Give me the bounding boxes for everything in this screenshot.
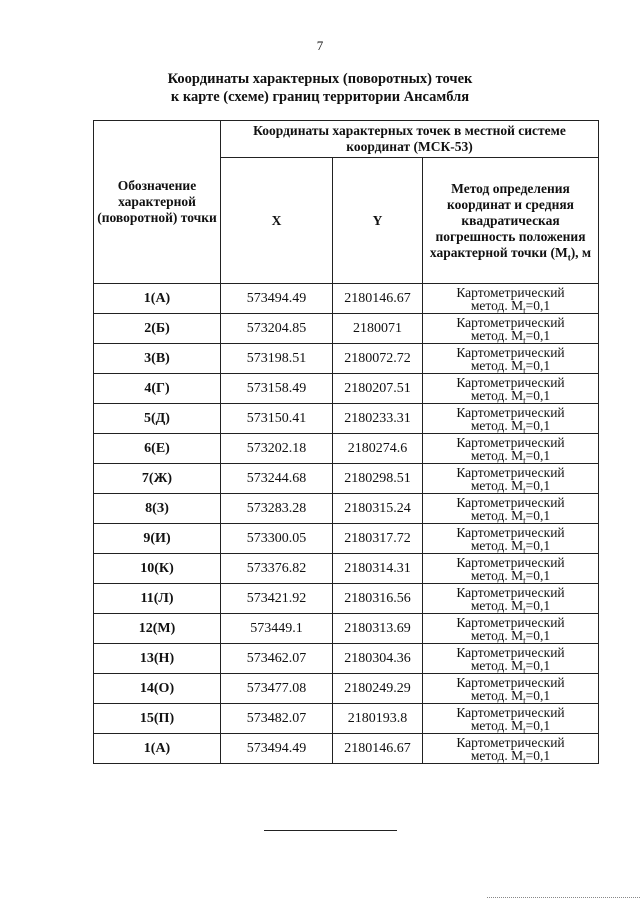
method-accuracy-value: =0,1 bbox=[525, 297, 551, 313]
document-title-line-2: к карте (схеме) границ территории Ансамбля bbox=[170, 89, 470, 105]
method-name: Картометрический bbox=[456, 674, 565, 690]
header-method bbox=[423, 158, 599, 284]
table-row bbox=[94, 614, 599, 644]
method-accuracy-prefix: метод. M bbox=[470, 627, 524, 643]
method-accuracy-value: =0,1 bbox=[525, 537, 551, 553]
method-name: Картометрический bbox=[456, 284, 565, 300]
method-name: Картометрический bbox=[456, 434, 565, 450]
table-row bbox=[94, 344, 599, 374]
method-cell bbox=[423, 434, 599, 464]
point-designation: 11(Л) bbox=[94, 584, 221, 614]
table-row bbox=[94, 494, 599, 524]
table-row bbox=[94, 524, 599, 554]
coordinate-x: 573204.85 bbox=[221, 314, 333, 344]
coordinate-y: 2180207.51 bbox=[333, 374, 423, 404]
method-name: Картометрический bbox=[456, 404, 565, 420]
table-row bbox=[94, 674, 599, 704]
method-accuracy-subscript: t bbox=[523, 695, 526, 706]
method-name: Картометрический bbox=[456, 644, 565, 660]
point-designation: 14(О) bbox=[94, 674, 221, 704]
coordinate-y: 2180274.6 bbox=[333, 434, 423, 464]
method-accuracy-value: =0,1 bbox=[525, 597, 551, 613]
method-accuracy-prefix: метод. M bbox=[470, 747, 524, 763]
point-designation: 10(К) bbox=[94, 554, 221, 584]
header-method-text: Метод определения координат и средняя квадратическая погрешность положения характерной точки (M bbox=[429, 180, 586, 260]
method-accuracy-subscript: t bbox=[523, 485, 526, 496]
method-accuracy-prefix: метод. M bbox=[470, 717, 524, 733]
point-designation: 12(М) bbox=[94, 614, 221, 644]
method-accuracy-subscript: t bbox=[523, 725, 526, 736]
method-accuracy bbox=[423, 687, 598, 706]
point-designation: 6(Е) bbox=[94, 434, 221, 464]
method-accuracy-prefix: метод. M bbox=[470, 327, 524, 343]
coordinate-y: 2180317.72 bbox=[333, 524, 423, 554]
coordinate-x: 573283.28 bbox=[221, 494, 333, 524]
coordinate-x: 573150.41 bbox=[221, 404, 333, 434]
method-accuracy bbox=[423, 417, 598, 436]
method-accuracy bbox=[423, 567, 598, 586]
header-x: X bbox=[221, 158, 333, 284]
method-accuracy-subscript: t bbox=[523, 755, 526, 766]
coordinate-y: 2180298.51 bbox=[333, 464, 423, 494]
method-accuracy-value: =0,1 bbox=[525, 657, 551, 673]
method-cell bbox=[423, 734, 599, 764]
method-accuracy-prefix: метод. M bbox=[470, 477, 524, 493]
method-accuracy-subscript: t bbox=[523, 305, 526, 316]
coordinate-x: 573462.07 bbox=[221, 644, 333, 674]
method-accuracy-subscript: t bbox=[523, 425, 526, 436]
table-row bbox=[94, 374, 599, 404]
header-y: Y bbox=[333, 158, 423, 284]
method-name: Картометрический bbox=[456, 614, 565, 630]
point-designation: 5(Д) bbox=[94, 404, 221, 434]
method-accuracy bbox=[423, 447, 598, 466]
method-name: Картометрический bbox=[456, 734, 565, 750]
method-accuracy-subscript: t bbox=[523, 575, 526, 586]
method-accuracy bbox=[423, 537, 598, 556]
table-row bbox=[94, 434, 599, 464]
method-cell bbox=[423, 614, 599, 644]
method-accuracy-subscript: t bbox=[523, 455, 526, 466]
method-accuracy-subscript: t bbox=[523, 635, 526, 646]
method-accuracy bbox=[423, 747, 598, 766]
method-accuracy-prefix: метод. M bbox=[470, 657, 524, 673]
point-designation: 13(Н) bbox=[94, 644, 221, 674]
method-cell bbox=[423, 494, 599, 524]
method-accuracy bbox=[423, 507, 598, 526]
header-method-tail: ), м bbox=[570, 244, 592, 260]
coordinate-x: 573300.05 bbox=[221, 524, 333, 554]
method-accuracy-prefix: метод. M bbox=[470, 387, 524, 403]
coordinate-y: 2180146.67 bbox=[333, 734, 423, 764]
method-accuracy bbox=[423, 387, 598, 406]
method-accuracy-value: =0,1 bbox=[525, 477, 551, 493]
method-accuracy-value: =0,1 bbox=[525, 417, 551, 433]
method-name: Картометрический bbox=[456, 344, 565, 360]
method-cell bbox=[423, 584, 599, 614]
header-row-1 bbox=[94, 121, 599, 158]
method-accuracy-subscript: t bbox=[523, 665, 526, 676]
coordinate-x: 573449.1 bbox=[221, 614, 333, 644]
point-designation: 8(З) bbox=[94, 494, 221, 524]
method-accuracy-value: =0,1 bbox=[525, 327, 551, 343]
document-title-line-1: Координаты характерных (поворотных) точек bbox=[167, 71, 473, 87]
method-cell bbox=[423, 374, 599, 404]
point-designation: 15(П) bbox=[94, 704, 221, 734]
method-accuracy bbox=[423, 477, 598, 496]
table-row bbox=[94, 704, 599, 734]
method-accuracy-subscript: t bbox=[523, 335, 526, 346]
method-cell bbox=[423, 284, 599, 314]
method-cell bbox=[423, 524, 599, 554]
method-cell bbox=[423, 644, 599, 674]
method-cell bbox=[423, 704, 599, 734]
method-accuracy-value: =0,1 bbox=[525, 717, 551, 733]
method-cell bbox=[423, 464, 599, 494]
coordinate-x: 573494.49 bbox=[221, 734, 333, 764]
header-coordinates-group: Координаты характерных точек в местной системе координат (МСК-53) bbox=[221, 121, 599, 158]
method-name: Картометрический bbox=[456, 464, 565, 480]
table-row bbox=[94, 464, 599, 494]
method-name: Картометрический bbox=[456, 374, 565, 390]
table-row bbox=[94, 404, 599, 434]
method-name: Картометрический bbox=[456, 704, 565, 720]
table-body bbox=[94, 284, 599, 764]
method-accuracy-subscript: t bbox=[523, 395, 526, 406]
point-designation: 9(И) bbox=[94, 524, 221, 554]
method-accuracy-prefix: метод. M bbox=[470, 537, 524, 553]
table-row bbox=[94, 734, 599, 764]
coordinate-y: 2180315.24 bbox=[333, 494, 423, 524]
coordinate-x: 573376.82 bbox=[221, 554, 333, 584]
table-row bbox=[94, 284, 599, 314]
point-designation: 1(А) bbox=[94, 284, 221, 314]
footer-divider bbox=[264, 830, 397, 831]
coordinate-y: 2180314.31 bbox=[333, 554, 423, 584]
table-header bbox=[94, 121, 599, 284]
method-accuracy bbox=[423, 657, 598, 676]
method-name: Картометрический bbox=[456, 524, 565, 540]
coordinate-x: 573494.49 bbox=[221, 284, 333, 314]
method-cell bbox=[423, 404, 599, 434]
coordinate-y: 2180249.29 bbox=[333, 674, 423, 704]
method-accuracy-subscript: t bbox=[523, 515, 526, 526]
coordinate-y: 2180233.31 bbox=[333, 404, 423, 434]
method-accuracy bbox=[423, 717, 598, 736]
method-cell bbox=[423, 314, 599, 344]
header-method-subscript: t bbox=[567, 252, 571, 263]
point-designation: 3(В) bbox=[94, 344, 221, 374]
method-cell bbox=[423, 554, 599, 584]
method-accuracy-prefix: метод. M bbox=[470, 297, 524, 313]
method-accuracy-prefix: метод. M bbox=[470, 687, 524, 703]
method-name: Картометрический bbox=[456, 314, 565, 330]
method-accuracy-prefix: метод. M bbox=[470, 597, 524, 613]
method-accuracy-value: =0,1 bbox=[525, 357, 551, 373]
method-accuracy bbox=[423, 357, 598, 376]
method-accuracy-value: =0,1 bbox=[525, 687, 551, 703]
coordinate-y: 2180316.56 bbox=[333, 584, 423, 614]
method-cell bbox=[423, 674, 599, 704]
coordinates-table bbox=[93, 120, 599, 764]
method-accuracy-value: =0,1 bbox=[525, 507, 551, 523]
method-accuracy-prefix: метод. M bbox=[470, 447, 524, 463]
method-accuracy-subscript: t bbox=[523, 605, 526, 616]
method-cell bbox=[423, 344, 599, 374]
point-designation: 4(Г) bbox=[94, 374, 221, 404]
method-accuracy bbox=[423, 627, 598, 646]
coordinate-x: 573158.49 bbox=[221, 374, 333, 404]
table-row bbox=[94, 554, 599, 584]
method-accuracy bbox=[423, 597, 598, 616]
coordinate-y: 2180313.69 bbox=[333, 614, 423, 644]
coordinate-y: 2180071 bbox=[333, 314, 423, 344]
table-row bbox=[94, 644, 599, 674]
coordinate-y: 2180146.67 bbox=[333, 284, 423, 314]
page-number: 7 bbox=[316, 38, 324, 53]
method-accuracy bbox=[423, 297, 598, 316]
scan-edge-mark bbox=[487, 897, 640, 898]
coordinate-x: 573198.51 bbox=[221, 344, 333, 374]
method-accuracy-prefix: метод. M bbox=[470, 357, 524, 373]
header-designation: Обозначение характерной (поворотной) точки bbox=[94, 121, 221, 284]
table-row bbox=[94, 584, 599, 614]
coordinate-y: 2180304.36 bbox=[333, 644, 423, 674]
method-accuracy-value: =0,1 bbox=[525, 447, 551, 463]
method-accuracy-value: =0,1 bbox=[525, 387, 551, 403]
document-title bbox=[0, 70, 640, 106]
method-name: Картометрический bbox=[456, 584, 565, 600]
coordinate-x: 573421.92 bbox=[221, 584, 333, 614]
coordinate-x: 573477.08 bbox=[221, 674, 333, 704]
point-designation: 1(А) bbox=[94, 734, 221, 764]
method-accuracy-subscript: t bbox=[523, 545, 526, 556]
method-accuracy-prefix: метод. M bbox=[470, 567, 524, 583]
method-name: Картометрический bbox=[456, 494, 565, 510]
method-accuracy-subscript: t bbox=[523, 365, 526, 376]
coordinate-x: 573202.18 bbox=[221, 434, 333, 464]
method-accuracy-value: =0,1 bbox=[525, 747, 551, 763]
method-accuracy-value: =0,1 bbox=[525, 627, 551, 643]
point-designation: 7(Ж) bbox=[94, 464, 221, 494]
coordinate-x: 573244.68 bbox=[221, 464, 333, 494]
method-accuracy-value: =0,1 bbox=[525, 567, 551, 583]
method-name: Картометрический bbox=[456, 554, 565, 570]
coordinate-y: 2180193.8 bbox=[333, 704, 423, 734]
point-designation: 2(Б) bbox=[94, 314, 221, 344]
coordinate-y: 2180072.72 bbox=[333, 344, 423, 374]
method-accuracy bbox=[423, 327, 598, 346]
table-row bbox=[94, 314, 599, 344]
method-accuracy-prefix: метод. M bbox=[470, 507, 524, 523]
method-accuracy-prefix: метод. M bbox=[470, 417, 524, 433]
coordinate-x: 573482.07 bbox=[221, 704, 333, 734]
